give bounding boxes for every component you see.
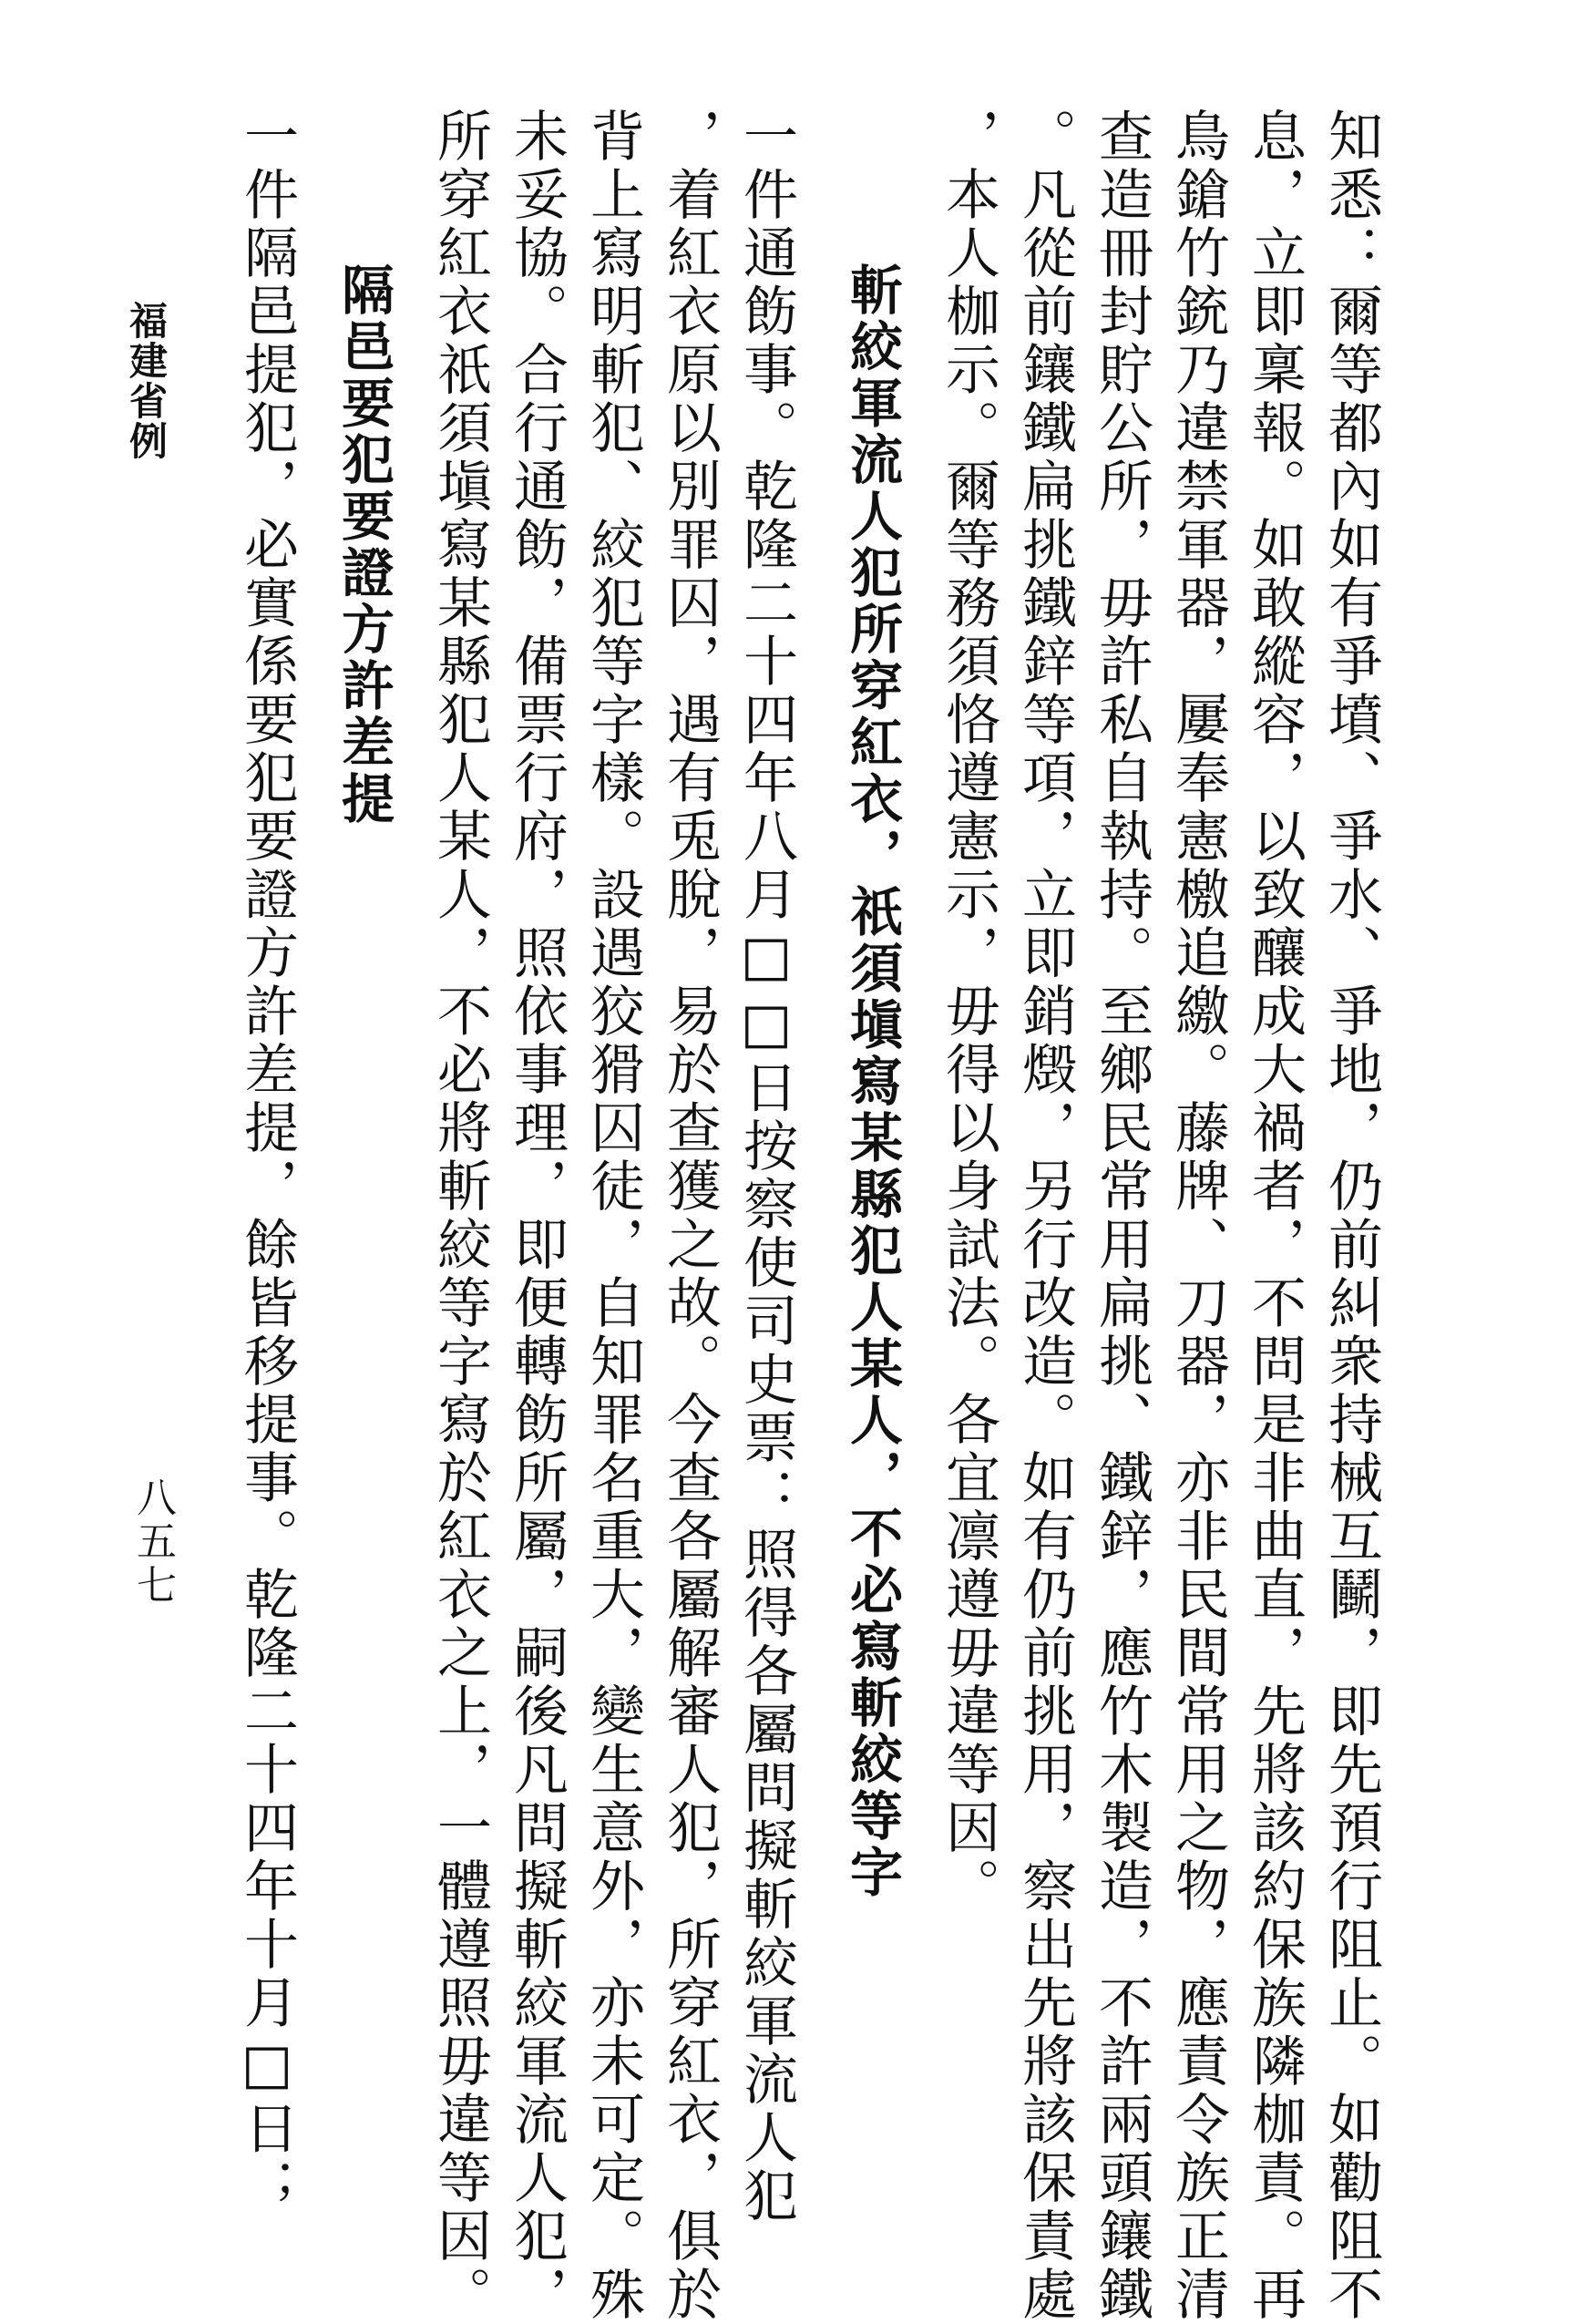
text-column-8: 一件通飭事。乾隆二十四年八月□□日按察使司史票：照得各屬問擬斬絞軍流人犯 bbox=[734, 108, 798, 2226]
section-heading-cross-county: 隔邑要犯要證方許差提 bbox=[333, 262, 395, 828]
text-column-1: 知悉：爾等都內如有爭墳、爭水、爭地，仍前糾衆持械互鬭，即先預行阻止。如勸阻不 bbox=[1319, 108, 1383, 2324]
text-column-11: 未妥協。合行通飭，備票行府，照依事理，即便轉飭所屬，嗣後凡問擬斬絞軍流人犯， bbox=[505, 108, 569, 2324]
text-column-6: ，本人枷示。爾等務須恪遵憲示，毋得以身試法。各宜凛遵毋違等因。 bbox=[937, 108, 1000, 1916]
text-column-14: 一件隔邑提犯，必實係要犯要證方許差提，餘皆移提事。乾隆二十四年十月□日； bbox=[235, 108, 299, 2216]
running-head: 福建省例 bbox=[124, 301, 169, 461]
text-column-9: ，着紅衣原以別罪囚，遇有兎脫，易於查獲之故。今查各屬解審人犯，所穿紅衣，俱於 bbox=[658, 108, 722, 2324]
main-text-block bbox=[229, 108, 1389, 2324]
text-column-10: 背上寫明斬犯、絞犯等字樣。設遇狡猾囚徒，自知罪名重大，變生意外，亦未可定。殊 bbox=[581, 108, 645, 2324]
text-column-4: 查造冊封貯公所，毋許私自執持。至鄉民常用扁挑、鐵鋅，應竹木製造，不許兩頭鑲鐵 bbox=[1090, 108, 1153, 2324]
page-number: 八五七 bbox=[129, 1476, 176, 1608]
text-column-3: 鳥鎗竹銃乃違禁軍器，屢奉憲檄追繳。藤牌、刀器，亦非民間常用之物，應責令族正清 bbox=[1166, 108, 1230, 2324]
text-column-2: 息，立即稟報。如敢縱容，以致釀成大禍者，不問是非曲直，先將該約保族隣枷責。再 bbox=[1243, 108, 1307, 2324]
section-heading-red-robes: 斬絞軍流人犯所穿紅衣，祇須塡寫某縣犯人某人，不必寫斬絞等字 bbox=[841, 262, 903, 1901]
text-column-5: 。凡從前鑲鐵扁挑鐵鋅等項，立即銷燬，另行改造。如有仍前挑用，察出先將該保責處 bbox=[1013, 108, 1077, 2324]
text-column-12: 所穿紅衣祇須塡寫某縣犯人某人，不必將斬絞等字寫於紅衣之上，一體遵照毋違等因。 bbox=[428, 108, 492, 2324]
